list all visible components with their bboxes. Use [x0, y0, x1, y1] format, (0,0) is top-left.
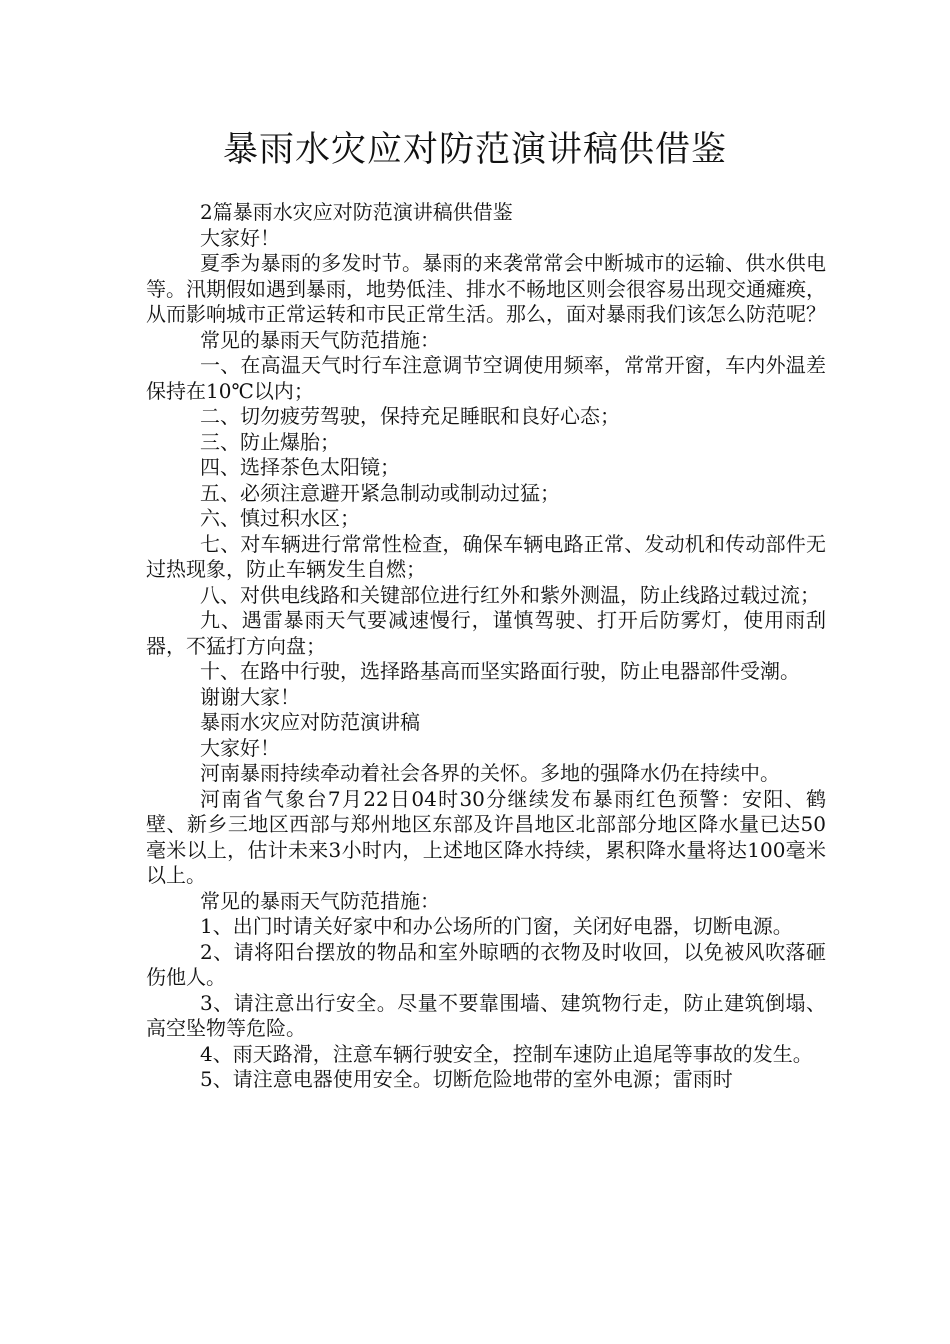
paragraph: 七、对车辆进行常常性检查，确保车辆电路正常、发动机和传动部件无过热现象，防止车辆发生自燃；: [146, 531, 826, 581]
paragraph: 五、必须注意避开紧急制动或制动过猛；: [200, 480, 560, 505]
paragraph: 大家好！: [200, 225, 280, 250]
document-title: 暴雨水灾应对防范演讲稿供借鉴: [222, 130, 727, 170]
paragraph: 六、慎过积水区；: [200, 506, 360, 530]
paragraph: 4、雨天路滑，注意车辆行驶安全，控制车速防止追尾等事故的发生。: [200, 1041, 813, 1066]
paragraph: 河南暴雨持续牵动着社会各界的关怀。多地的强降水仍在持续中。: [200, 761, 780, 785]
paragraph: 一、在高温天气时行车注意调节空调使用频率，常常开窗，车内外温差保持在10℃以内；: [146, 353, 826, 403]
paragraph: 三、防止爆胎；: [200, 429, 340, 454]
paragraph: 谢谢大家！: [200, 684, 300, 709]
paragraph: 暴雨水灾应对防范演讲稿: [200, 710, 420, 734]
paragraph: 1、出门时请关好家中和办公场所的门窗，关闭好电器，切断电源。: [200, 914, 793, 938]
paragraph: 二、切勿疲劳驾驶，保持充足睡眠和良好心态；: [200, 404, 620, 428]
paragraph: 夏季为暴雨的多发时节。暴雨的来袭常常会中断城市的运输、供水供电等。汛期假如遇到暴雨，地势低洼、排水不畅地区则会很容易出现交通瘫痪，从而影响城市正常运转和市民正常生活。那么，面对暴雨我们该怎么防范呢？: [146, 251, 826, 326]
paragraph: 5、请注意电器使用安全。切断危险地带的室外电源；雷雨时: [200, 1067, 733, 1091]
paragraph: 河南省气象台7月22日04时30分继续发布暴雨红色预警：安阳、鹤壁、新乡三地区西部与郑州地区东部及许昌地区北部部分地区降水量已达50毫米以上，估计未来3小时内，上述地区降水持续，累积降水量将达100毫米以上。: [146, 786, 826, 887]
paragraph: 四、选择茶色太阳镜；: [200, 455, 400, 479]
paragraph: 九、遇雷暴雨天气要减速慢行，谨慎驾驶、打开后防雾灯，使用雨刮器，不猛打方向盘；: [146, 608, 826, 658]
paragraph: 常见的暴雨天气防范措施：: [200, 888, 440, 913]
paragraph: 3、请注意出行安全。尽量不要靠围墙、建筑物行走，防止建筑倒塌、高空坠物等危险。: [146, 990, 826, 1040]
paragraph: 八、对供电线路和关键部位进行红外和紫外测温，防止线路过载过流；: [200, 582, 820, 607]
paragraph: 十、在路中行驶，选择路基高而坚实路面行驶，防止电器部件受潮。: [200, 659, 800, 683]
paragraph: 大家好！: [200, 735, 280, 760]
paragraph: 2、请将阳台摆放的物品和室外晾晒的衣物及时收回，以免被风吹落砸伤他人。: [146, 939, 826, 989]
paragraph: 常见的暴雨天气防范措施：: [200, 327, 440, 352]
paragraph: 2篇暴雨水灾应对防范演讲稿供借鉴: [200, 200, 513, 224]
document-body: [146, 200, 826, 1093]
